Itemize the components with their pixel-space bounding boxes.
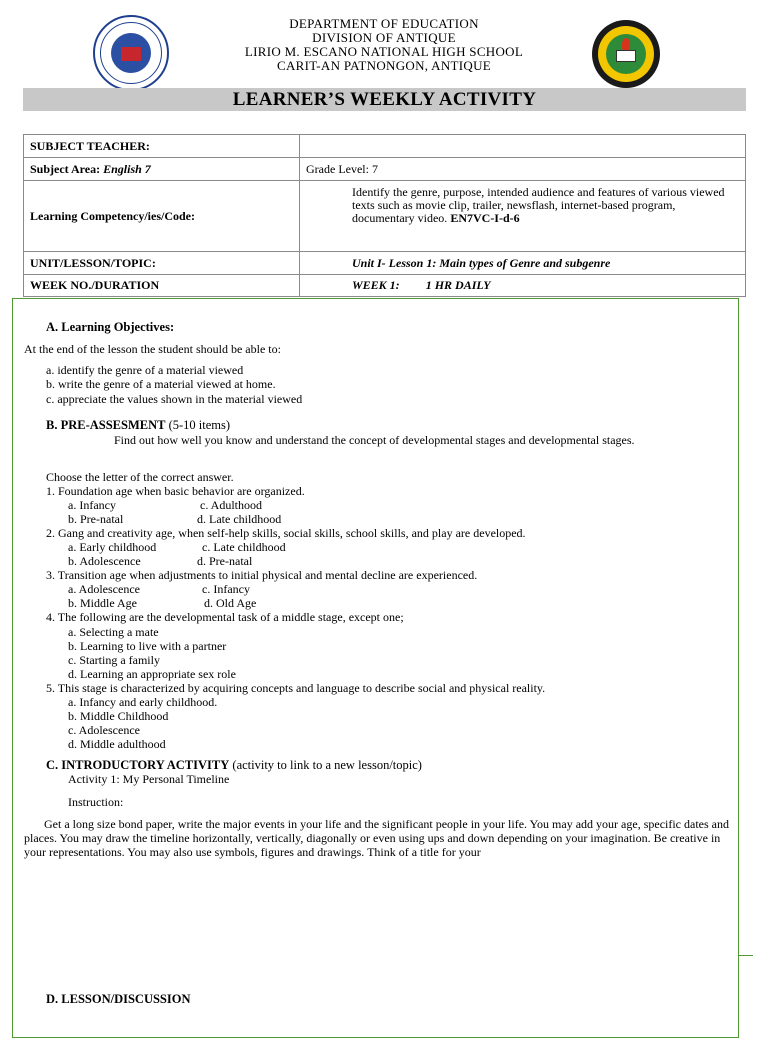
objective-item: c. appreciate the values shown in the material viewed — [46, 392, 303, 406]
choice: c. Infancy — [202, 582, 250, 596]
header-department: DEPARTMENT OF EDUCATION — [289, 16, 479, 31]
week-cell — [300, 275, 746, 297]
grade-level: Grade Level: 7 — [300, 158, 746, 181]
section-b-instruction: Choose the letter of the correct answer. — [46, 470, 234, 484]
question-5: 5. This stage is characterized by acquiring concepts and language to describe social and physical reality. — [46, 681, 546, 695]
objective-item: b. write the genre of a material viewed at home. — [46, 377, 276, 391]
activity-title: Activity 1: My Personal Timeline — [68, 772, 230, 786]
header-division: DIVISION OF ANTIQUE — [312, 30, 456, 45]
week-value: WEEK 1: — [352, 278, 400, 292]
competency-cell — [300, 181, 746, 252]
competency-code: EN7VC-I-d-6 — [450, 211, 520, 225]
competency-text: Identify the genre, purpose, intended audience and features of various viewed texts such as movie clip, trailer, newsflash, internet-based program, documentary video. — [352, 185, 725, 225]
duration-value: 1 HR DAILY — [425, 278, 491, 292]
section-b-heading: B. PRE-ASSESMENT — [46, 418, 166, 432]
header-address: CARIT-AN PATNONGON, ANTIQUE — [276, 58, 492, 73]
choice: d. Learning an appropriate sex role — [68, 667, 236, 681]
unit-cell — [300, 252, 746, 275]
competency-label: Learning Competency/ies/Code: — [24, 181, 300, 252]
subject-area-cell — [24, 158, 300, 181]
choice: c. Adolescence — [68, 723, 140, 737]
page-title: LEARNER’S WEEKLY ACTIVITY — [23, 88, 746, 111]
section-c-heading-line — [46, 758, 422, 772]
subject-teacher-label: SUBJECT TEACHER: — [24, 135, 300, 158]
info-table — [23, 134, 746, 297]
instruction-text: Get a long size bond paper, write the major events in your life and the significant people in your life. You may add your age, specific dates and places. You may draw the timeline horizontally, vertically, diagonally or even using ups and down depending on your imagination. Be creative in your representations. You may also use symbols, figures and drawings. Think of a title for your — [24, 817, 729, 859]
choice: c. Adulthood — [200, 498, 262, 512]
choice: b. Middle Childhood — [68, 709, 169, 723]
objective-item: a. identify the genre of a material viewed — [46, 363, 244, 377]
section-c-heading: C. INTRODUCTORY ACTIVITY — [46, 758, 230, 772]
section-a-heading: A. Learning Objectives: — [46, 320, 175, 334]
choice: b. Adolescence — [68, 554, 141, 568]
choice: d. Middle adulthood — [68, 737, 166, 751]
choice: d. Old Age — [204, 596, 257, 610]
choice: d. Late childhood — [197, 512, 282, 526]
question-1: 1. Foundation age when basic behavior are organized. — [46, 484, 305, 498]
header-school: LIRIO M. ESCANO NATIONAL HIGH SCHOOL — [244, 44, 524, 59]
section-a-intro: At the end of the lesson the student should be able to: — [24, 342, 281, 356]
choice: a. Adolescence — [68, 582, 140, 596]
unit-label: UNIT/LESSON/TOPIC: — [24, 252, 300, 275]
choice: a. Infancy — [68, 498, 116, 512]
subject-area-value: English 7 — [103, 161, 151, 176]
choice: b. Learning to live with a partner — [68, 639, 227, 653]
section-d-heading: D. LESSON/DISCUSSION — [46, 992, 191, 1006]
section-b-note: (5-10 items) — [168, 418, 231, 432]
question-3: 3. Transition age when adjustments to initial physical and mental decline are experienced. — [46, 568, 478, 582]
section-c-note: (activity to link to a new lesson/topic) — [232, 758, 422, 772]
choice: a. Selecting a mate — [68, 625, 159, 639]
subject-area-label: Subject Area: — [30, 161, 101, 176]
choice: b. Pre-natal — [68, 512, 124, 526]
question-2: 2. Gang and creativity age, when self-help skills, social skills, school skills, and play are developed. — [46, 526, 526, 540]
section-b-intro: Find out how well you know and understand the concept of developmental stages and developmental stages. — [114, 433, 635, 447]
question-4: 4. The following are the developmental task of a middle stage, except one; — [46, 610, 404, 624]
choice: a. Early childhood — [68, 540, 157, 554]
choice: c. Late childhood — [202, 540, 286, 554]
week-label: WEEK NO./DURATION — [24, 275, 300, 297]
choice: c. Starting a family — [68, 653, 160, 667]
choice: b. Middle Age — [68, 596, 137, 610]
choice: a. Infancy and early childhood. — [68, 695, 218, 709]
section-b-heading-line — [46, 418, 230, 432]
choice: d. Pre-natal — [197, 554, 253, 568]
unit-value: Unit I- Lesson 1: Main types of Genre and subgenre — [352, 255, 611, 270]
instruction-label: Instruction: — [68, 795, 124, 809]
subject-teacher-value — [300, 135, 746, 158]
